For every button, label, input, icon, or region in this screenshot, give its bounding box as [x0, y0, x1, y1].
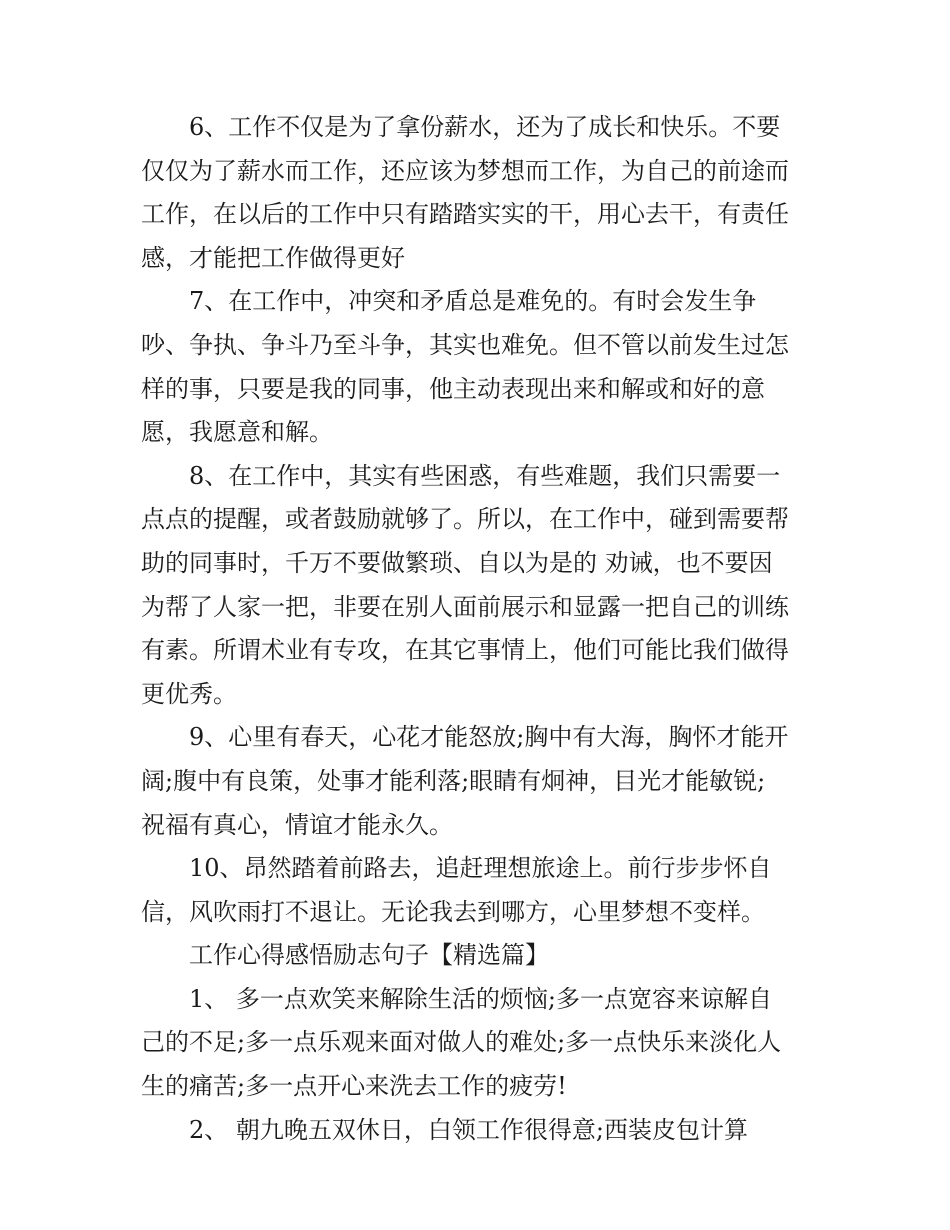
text-line: 点点的提醒，或者鼓励就够了。所以，在工作中，碰到需要帮 [141, 505, 789, 534]
paragraph-2 [141, 1109, 813, 1153]
text-line: 有素。所谓术业有专攻，在其它事情上，他们可能比我们做得 [141, 636, 789, 665]
text-line: 10、昂然踏着前路去，追赶理想旅途上。前行步步怀自 [189, 854, 772, 883]
text-line: 6、工作不仅是为了拿份薪水，还为了成长和快乐。不要 [189, 113, 781, 141]
text-line: 愿，我愿意和解。 [141, 418, 333, 447]
text-line: 阔;腹中有良策，处事才能利落;眼睛有炯神，目光才能敏锐; [141, 766, 766, 795]
paragraph-7 [141, 280, 813, 454]
section-title: 工作心得感悟励志句子【精选篇】 [189, 941, 549, 970]
paragraph-1 [141, 978, 813, 1109]
section-heading [141, 934, 813, 978]
paragraph-10 [141, 847, 813, 934]
text-line: 1、 多一点欢笑来解除生活的烦恼;多一点宽容来谅解自 [189, 984, 772, 1013]
text-line: 助的同事时，千万不要做繁琐、自以为是的 劝诫，也不要因 [141, 548, 773, 577]
paragraph-9 [141, 716, 813, 847]
text-line: 为帮了人家一把，非要在别人面前展示和显露一把自己的训练 [141, 592, 789, 621]
text-line: 2、 朝九晚五双休日，白领工作很得意;西装皮包计算 [189, 1115, 748, 1144]
text-line: 感，才能把工作做得更好 [141, 243, 405, 272]
text-line: 更优秀。 [141, 679, 237, 708]
text-line: 信，风吹雨打不退让。无论我去到哪方，心里梦想不变样。 [141, 897, 765, 926]
text-line: 祝福有真心，情谊才能永久。 [141, 810, 453, 839]
text-line: 生的痛苦;多一点开心来洗去工作的疲劳! [141, 1072, 567, 1101]
paragraph-6 [141, 106, 813, 280]
text-line: 仅仅为了薪水而工作，还应该为梦想而工作，为自己的前途而 [141, 156, 789, 185]
text-line: 8、在工作中，其实有些困惑，有些难题，我们只需要一 [189, 461, 781, 490]
document-page [141, 106, 813, 1152]
text-line: 吵、争执、争斗乃至斗争，其实也难免。但不管以前发生过怎 [141, 330, 789, 359]
text-line: 己的不足;多一点乐观来面对做人的难处;多一点快乐来淡化人 [141, 1028, 782, 1057]
paragraph-8 [141, 455, 813, 717]
text-line: 7、在工作中，冲突和矛盾总是难免的。有时会发生争 [189, 287, 757, 316]
text-line: 9、心里有春天，心花才能怒放;胸中有大海，胸怀才能开 [189, 723, 789, 752]
text-line: 工作，在以后的工作中只有踏踏实实的干，用心去干，有责任 [141, 200, 789, 229]
text-line: 样的事，只要是我的同事，他主动表现出来和解或和好的意 [141, 374, 765, 403]
